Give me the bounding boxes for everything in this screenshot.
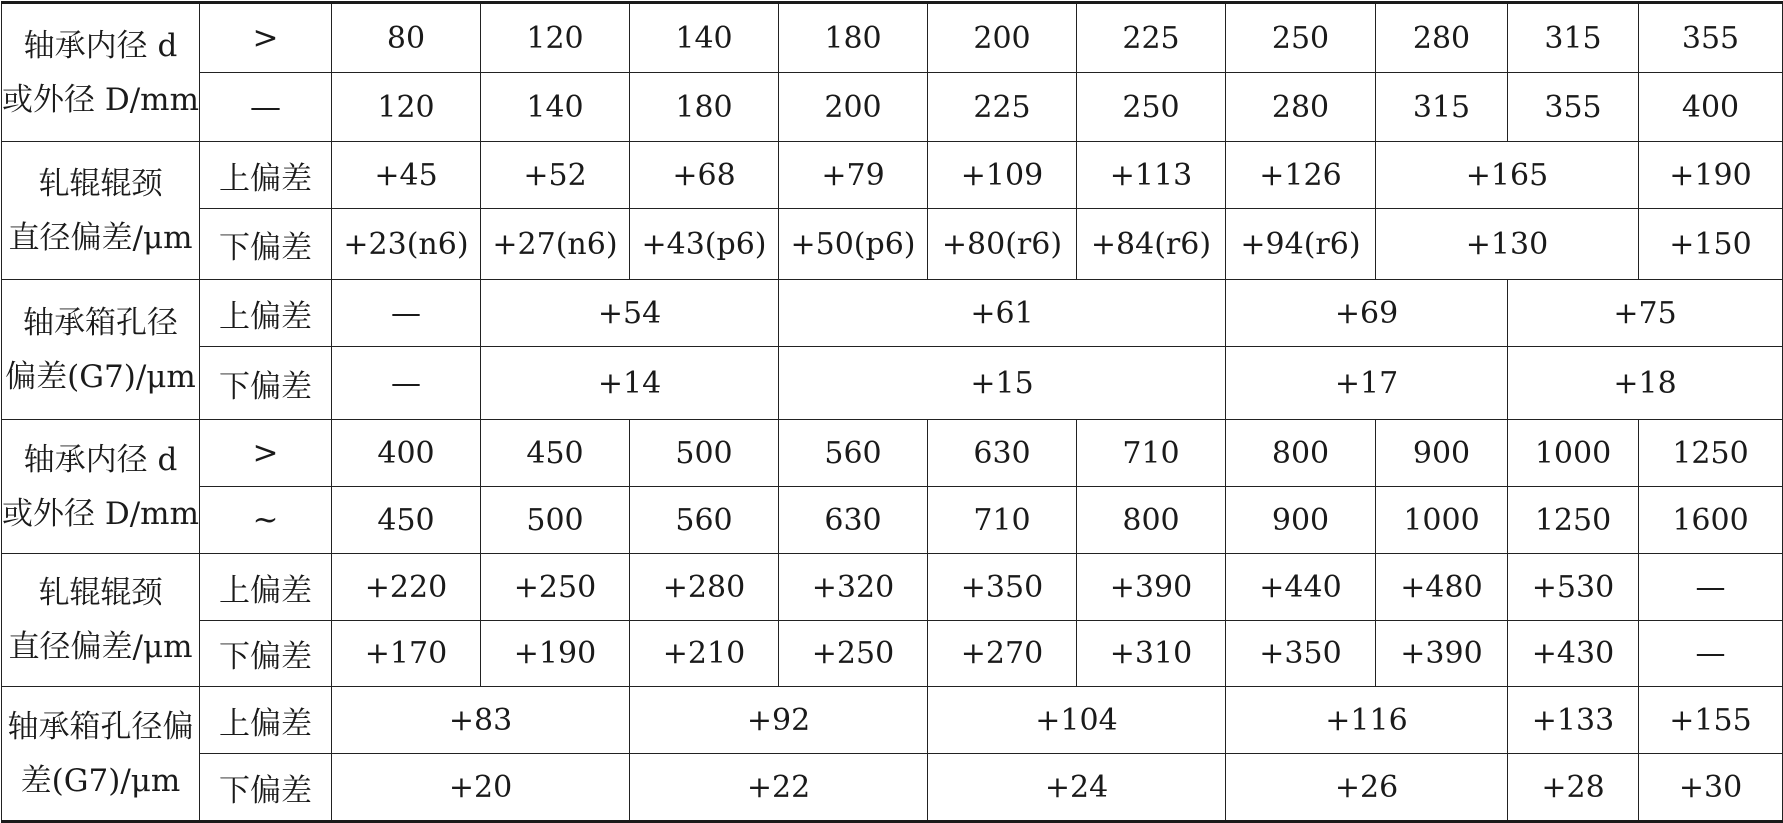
table-row [2,209,1783,280]
housing-header-line1: 轴承箱孔径偏 [7,708,194,745]
table-row [2,347,1783,420]
table-row [2,73,1783,142]
table-cell: 280 [1226,73,1376,142]
table-row [2,554,1783,621]
journal-header-line1: 轧辊辊颈 [38,575,163,611]
table-cell: 140 [481,73,630,142]
table-cell: 1250 [1639,420,1783,487]
table-cell: +24 [928,754,1226,822]
table-cell: 400 [1639,73,1783,142]
table-cell: +320 [779,554,928,621]
table-cell: 710 [1077,420,1226,487]
table-cell: +165 [1376,142,1639,209]
table-cell: 250 [1226,3,1376,73]
tolerance-table [1,1,1783,823]
table-cell: +250 [779,621,928,687]
journal-header-line1: 轧辊辊颈 [38,165,163,202]
housing-header-line2: 差(G7)/μm [20,762,181,799]
table-cell: 900 [1226,487,1376,554]
table-cell: +84(r6) [1077,209,1226,280]
table-cell: +15 [779,347,1226,420]
table-cell: 800 [1077,487,1226,554]
table-cell: +126 [1226,142,1376,209]
table-cell: — [332,347,481,420]
table-cell: 200 [928,3,1077,73]
housing-header-cell [2,280,200,420]
table-cell: +27(n6) [481,209,630,280]
table-cell: +155 [1639,687,1783,754]
table-cell: +69 [1226,280,1508,347]
size-from-label: > [200,3,332,73]
table-cell: 400 [332,420,481,487]
table-cell: 450 [332,487,481,554]
table-cell: 225 [1077,3,1226,73]
table-cell: 315 [1376,73,1508,142]
table-cell: +170 [332,621,481,687]
table-cell: +310 [1077,621,1226,687]
table-row [2,487,1783,554]
table-cell: +28 [1508,754,1639,822]
lower-deviation-label: 下偏差 [200,347,332,420]
table-row [2,687,1783,754]
lower-deviation-label: 下偏差 [200,209,332,280]
table-cell: 800 [1226,420,1376,487]
size-header-line2: 或外径 D/mm [2,495,199,532]
table-cell: 315 [1508,3,1639,73]
table-cell: 120 [332,73,481,142]
housing-header-line1: 轴承箱孔径 [23,304,178,341]
table-cell: +210 [630,621,779,687]
table-cell: +20 [332,754,630,822]
table-row [2,621,1783,687]
upper-deviation-label: 上偏差 [200,142,332,209]
table-row [2,420,1783,487]
table-cell: +480 [1376,554,1508,621]
upper-deviation-label: 上偏差 [200,554,332,621]
table-cell: +45 [332,142,481,209]
table-cell: +18 [1508,347,1783,420]
housing-header-line2: 偏差(G7)/μm [5,358,196,395]
table-cell: +440 [1226,554,1376,621]
size-header-line1: 轴承内径 d [23,27,178,64]
table-cell: +22 [630,754,928,822]
table-cell: — [1639,554,1783,621]
table-cell: 355 [1508,73,1639,142]
table-cell: 140 [630,3,779,73]
table-cell: 630 [779,487,928,554]
table-cell: +109 [928,142,1077,209]
table-cell: +133 [1508,687,1639,754]
table-cell: 710 [928,487,1077,554]
table-cell: +280 [630,554,779,621]
journal-header-line2: 直径偏差/μm [8,219,193,256]
table-cell: +220 [332,554,481,621]
table-cell: 1250 [1508,487,1639,554]
lower-deviation-label: 下偏差 [200,754,332,822]
table-cell: +190 [481,621,630,687]
table-cell: +130 [1376,209,1639,280]
table-cell: 355 [1639,3,1783,73]
table-cell: +116 [1226,687,1508,754]
journal-header-cell [2,142,200,280]
table-cell: +250 [481,554,630,621]
table-cell: +270 [928,621,1077,687]
size-header-line2: 或外径 D/mm [2,81,199,118]
table-cell: +430 [1508,621,1639,687]
upper-deviation-label: 上偏差 [200,687,332,754]
table-cell: +92 [630,687,928,754]
table-cell: — [1639,621,1783,687]
table-cell: +30 [1639,754,1783,822]
journal-header-cell [2,554,200,687]
table-cell: +68 [630,142,779,209]
table-cell: +350 [928,554,1077,621]
table-cell: 630 [928,420,1077,487]
table-cell: +14 [481,347,779,420]
table-cell: +83 [332,687,630,754]
table-cell: +390 [1376,621,1508,687]
table-cell: 500 [630,420,779,487]
table-cell: 250 [1077,73,1226,142]
table-cell: +26 [1226,754,1508,822]
table-cell: 1000 [1376,487,1508,554]
table-cell: +113 [1077,142,1226,209]
table-cell: 1000 [1508,420,1639,487]
size-to-label: ~ [200,487,332,554]
table-cell: 80 [332,3,481,73]
table-cell: +52 [481,142,630,209]
table-cell: +390 [1077,554,1226,621]
table-cell: 900 [1376,420,1508,487]
table-cell: +75 [1508,280,1783,347]
table-cell: +80(r6) [928,209,1077,280]
table-cell: 500 [481,487,630,554]
table-cell: +190 [1639,142,1783,209]
table-cell: +530 [1508,554,1639,621]
table-cell: +79 [779,142,928,209]
table-cell: 560 [779,420,928,487]
size-header-cell [2,3,200,142]
table-cell: 225 [928,73,1077,142]
size-header-line1: 轴承内径 d [23,441,178,478]
table-cell: 200 [779,73,928,142]
table-row [2,754,1783,822]
table-row [2,280,1783,347]
table-cell: +43(p6) [630,209,779,280]
table-cell: +50(p6) [779,209,928,280]
table-cell: +350 [1226,621,1376,687]
table-cell: 120 [481,3,630,73]
table-cell: — [332,280,481,347]
lower-deviation-label: 下偏差 [200,621,332,687]
table-cell: +17 [1226,347,1508,420]
table-cell: 280 [1376,3,1508,73]
table-cell: 450 [481,420,630,487]
table-cell: +61 [779,280,1226,347]
table-cell: +94(r6) [1226,209,1376,280]
table-cell: 180 [779,3,928,73]
table-cell: 180 [630,73,779,142]
journal-header-line2: 直径偏差/μm [8,629,193,665]
size-to-label: — [200,73,332,142]
table-cell: 560 [630,487,779,554]
upper-deviation-label: 上偏差 [200,280,332,347]
table-cell: +150 [1639,209,1783,280]
table-cell: 1600 [1639,487,1783,554]
table-cell: +104 [928,687,1226,754]
size-header-cell [2,420,200,554]
table-row [2,142,1783,209]
size-from-label: > [200,420,332,487]
housing-header-cell [2,687,200,822]
table-cell: +54 [481,280,779,347]
table-row [2,3,1783,73]
table-cell: +23(n6) [332,209,481,280]
